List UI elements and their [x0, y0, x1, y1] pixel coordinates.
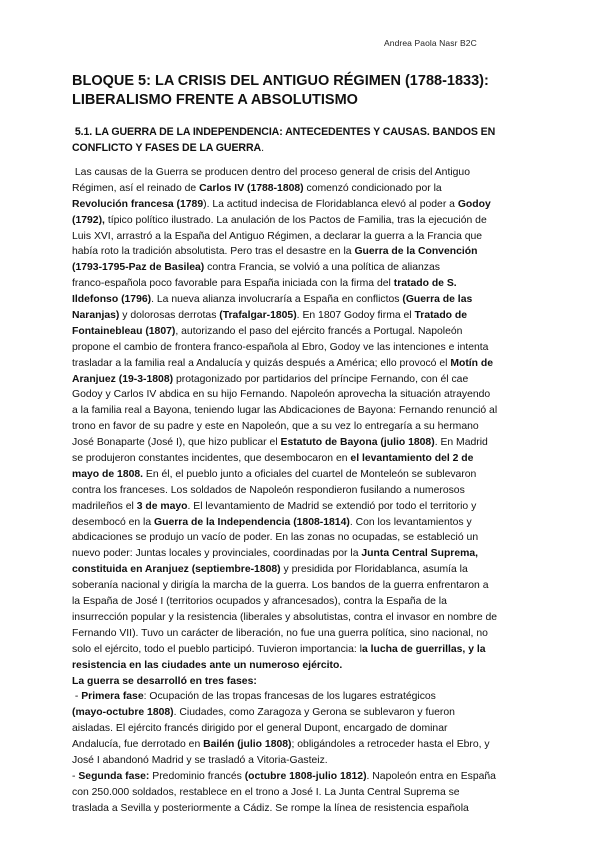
bold-text: Ildefonso (1796) — [72, 294, 152, 306]
text-run: ; obligándoles a retroceder hasta el Ebro, y — [291, 739, 490, 751]
section-heading-line-1: 5.1. LA GUERRA DE LA INDEPENDENCIA: ANTECEDENTES Y CAUSAS. BANDOS EN — [72, 126, 496, 138]
bold-text: (Guerra de las — [402, 294, 473, 306]
text-line — [72, 626, 552, 642]
text-line — [72, 674, 552, 690]
text-run: , autorizando el paso del ejército francés a Portugal. Napoleón — [175, 325, 463, 337]
text-run: . Ciudades, como Zaragoza y Gerona se sublevaron y fueron — [173, 707, 455, 719]
text-line — [72, 165, 552, 181]
bold-text: Segunda fase: — [78, 770, 150, 782]
text-run: Fernando VII). Tuvo un carácter de liberación, no fue una guerra política, sino nacional, no — [72, 627, 488, 639]
bold-text: Guerra de la Independencia (1808-1814) — [154, 516, 350, 528]
text-run: solo el ejército, todo el pueblo participó. Tuvieron importancia: l — [72, 643, 362, 655]
title-line-2: LIBERALISMO FRENTE A ABSOLUTISMO — [72, 92, 358, 108]
text-line — [72, 308, 552, 324]
text-line — [72, 594, 552, 610]
text-run: José Bonaparte (José I), que hizo publicar el — [72, 437, 281, 449]
bold-text: (1792), — [72, 214, 105, 226]
bold-text: Aranjuez (19-3-1808) — [72, 373, 174, 385]
text-run: y dolorosas derrotas — [119, 310, 220, 322]
text-run: traslada a Sevilla y posteriormente a Cádiz. Se rompe la línea de resistencia española — [72, 802, 469, 814]
text-run: trono en favor de su padre y este en Napoleón, que a su vez lo entregaría a su hermano — [72, 421, 479, 433]
text-line — [72, 244, 552, 260]
text-line — [72, 705, 552, 721]
bold-text: Junta Central Suprema, — [361, 548, 479, 560]
bold-text: Naranjas) — [72, 310, 120, 322]
bold-text: Godoy — [457, 198, 491, 210]
text-line — [72, 610, 552, 626]
bold-text: resistencia en las ciudades ante un numeroso ejército. — [72, 659, 343, 671]
bold-text: el levantamiento del 2 de — [350, 453, 474, 465]
bold-text: Revolución francesa (1789 — [72, 198, 204, 210]
bold-text: tratado de S. — [393, 278, 457, 290]
text-run: madrileños el — [72, 500, 137, 512]
text-line — [72, 372, 552, 388]
text-line — [72, 530, 552, 546]
bold-text: Motín de — [450, 357, 494, 369]
text-line — [72, 642, 552, 658]
text-line — [72, 658, 552, 674]
text-run: Luis XVI, arrastró a la España del Antiguo Régimen, a declarar la guerra a la Francia que — [72, 230, 483, 242]
text-run: a la familia real a Bayona, teniendo lugar las Abdicaciones de Bayona: Fernando renunció al — [72, 405, 498, 417]
bold-text: a lucha de guerrillas, y la — [361, 643, 486, 655]
text-run: franco-española poco favorable para España iniciada con la firma del — [72, 278, 394, 290]
text-line — [72, 435, 552, 451]
text-line — [72, 785, 552, 801]
bold-text: Guerra de la Convención — [354, 246, 478, 258]
section-heading-period: . — [261, 142, 264, 154]
text-run: y presidida por Floridablanca, asumía la — [280, 564, 468, 576]
text-line — [72, 737, 552, 753]
text-line — [72, 753, 552, 769]
text-run: aisladas. El ejército francés dirigido por el general Dupont, encargado de dominar — [72, 723, 448, 735]
text-line — [72, 276, 552, 292]
section-heading-line-2 — [72, 140, 495, 156]
bold-text: Primera fase — [81, 691, 144, 703]
document-title — [72, 72, 489, 110]
text-run: trasladar a la familia real a Andalucía y quizás después a América; ello provocó el — [72, 357, 451, 369]
text-run: - — [72, 691, 82, 703]
text-line — [72, 562, 552, 578]
text-run: . El levantamiento de Madrid se extendió por todo el territorio y — [187, 500, 477, 512]
text-line — [72, 260, 552, 276]
text-run: . En 1807 Godoy firma el — [296, 310, 415, 322]
text-line — [72, 769, 552, 785]
author-header: Andrea Paola Nasr B2C — [384, 38, 477, 48]
text-line — [72, 578, 552, 594]
text-run: . En Madrid — [434, 437, 488, 449]
text-run: la España de José I (territorios ocupados y afrancesados), contra la España de la — [72, 596, 447, 608]
text-line — [72, 721, 552, 737]
text-line — [72, 340, 552, 356]
text-line — [72, 801, 552, 817]
text-run: Predominio francés — [149, 770, 245, 782]
text-run: Régimen, así el reinado de — [72, 182, 200, 194]
text-line — [72, 181, 552, 197]
text-run: Andalucía, fue derrotado en — [72, 739, 204, 751]
text-line — [72, 324, 552, 340]
text-run: había roto la tradición absolutista. Pero tras el desastre en la — [72, 246, 355, 258]
text-run: con 250.000 soldados, restablece en el trono a José I. La Junta Central Suprema se — [72, 786, 460, 798]
text-line — [72, 197, 552, 213]
text-run: contra los franceses. Los soldados de Napoleón respondieron fusilando a numerosos — [72, 484, 465, 496]
bold-text: (mayo-octubre 1808) — [72, 707, 174, 719]
text-run: insurrección popular y la resistencia (liberales y absolutistas, contra el invasor en nombre de — [72, 611, 498, 623]
bold-text: La guerra se desarrolló en tres fases: — [72, 675, 257, 687]
bold-text: Carlos IV (1788-1808) — [199, 182, 304, 194]
section-heading-text: CONFLICTO Y FASES DE LA GUERRA — [72, 142, 262, 154]
text-line — [72, 546, 552, 562]
text-run: . Napoleón entra en España — [366, 770, 496, 782]
body-text — [72, 165, 552, 817]
text-line — [72, 451, 552, 467]
text-run: típico político ilustrado. La anulación de los Pactos de Familia, tras la ejecución de — [104, 214, 487, 226]
text-line — [72, 403, 552, 419]
text-run: José I abandonó Madrid y se trasladó a Vitoria-Gasteiz. — [72, 754, 328, 766]
text-line — [72, 467, 552, 483]
text-line — [72, 356, 552, 372]
text-line — [72, 213, 552, 229]
text-run: Las causas de la Guerra se producen dentro del proceso general de crisis del Antiguo — [72, 167, 470, 178]
text-run: comenzó condicionado por la — [303, 182, 442, 194]
text-run: - — [72, 770, 79, 782]
text-line — [72, 515, 552, 531]
bold-text: Fontainebleau (1807) — [72, 325, 176, 337]
text-line — [72, 292, 552, 308]
bold-text: (1793-1795-Paz de Basilea) — [72, 262, 205, 274]
section-heading — [72, 124, 495, 156]
text-line — [72, 419, 552, 435]
bold-text: constituida en Aranjuez (septiembre-1808) — [72, 564, 281, 576]
bold-text: Bailén (julio 1808) — [203, 739, 292, 751]
bold-text: Tratado de — [414, 310, 468, 322]
text-line — [72, 387, 552, 403]
text-run: propone el cambio de frontera franco-española al Ebro, Godoy ve las intenciones e intenta — [72, 341, 489, 353]
title-line-1: BLOQUE 5: LA CRISIS DEL ANTIGUO RÉGIMEN (1788-1833): — [72, 73, 489, 89]
text-run: soberanía nacional y dirigía la marcha de la guerra. Los bandos de la guerra enfrentaron a — [72, 580, 489, 592]
text-line — [72, 689, 552, 705]
text-run: : Ocupación de las tropas francesas de los lugares estratégicos — [143, 691, 436, 703]
text-run: contra Francia, se volvió a una política de alianzas — [204, 262, 440, 274]
text-line — [72, 499, 552, 515]
text-run: En él, el pueblo junto a oficiales del cuartel de Monteleón se sublevaron — [143, 468, 477, 480]
text-run: Godoy y Carlos IV abdica en su hijo Fernando. Napoleón aprovecha la situación atrayendo — [72, 389, 491, 401]
bold-text: 3 de mayo — [136, 500, 188, 512]
text-run: desembocó en la — [72, 516, 155, 528]
text-run: abdicaciones se produjo un vacío de poder. En las zonas no ocupadas, se estableció un — [72, 532, 479, 544]
bold-text: (Trafalgar-1805) — [219, 310, 297, 322]
text-run: protagonizado por partidarios del príncipe Fernando, con él cae — [173, 373, 469, 385]
bold-text: Estatuto de Bayona (julio 1808) — [280, 437, 435, 449]
text-run: . La nueva alianza involucraría a España en conflictos — [151, 294, 403, 306]
text-line — [72, 483, 552, 499]
text-run: . Con los levantamientos y — [349, 516, 472, 528]
text-run: ). La actitud indecisa de Floridablanca elevó al poder a — [203, 198, 458, 210]
bold-text: mayo de 1808. — [72, 468, 144, 480]
text-run: se produjeron constantes incidentes, que desembocaron en — [72, 453, 351, 465]
text-line — [72, 229, 552, 245]
bold-text: (octubre 1808-julio 1812) — [244, 770, 367, 782]
text-run: nuevo poder: Juntas locales y provinciales, coordinadas por la — [72, 548, 362, 560]
